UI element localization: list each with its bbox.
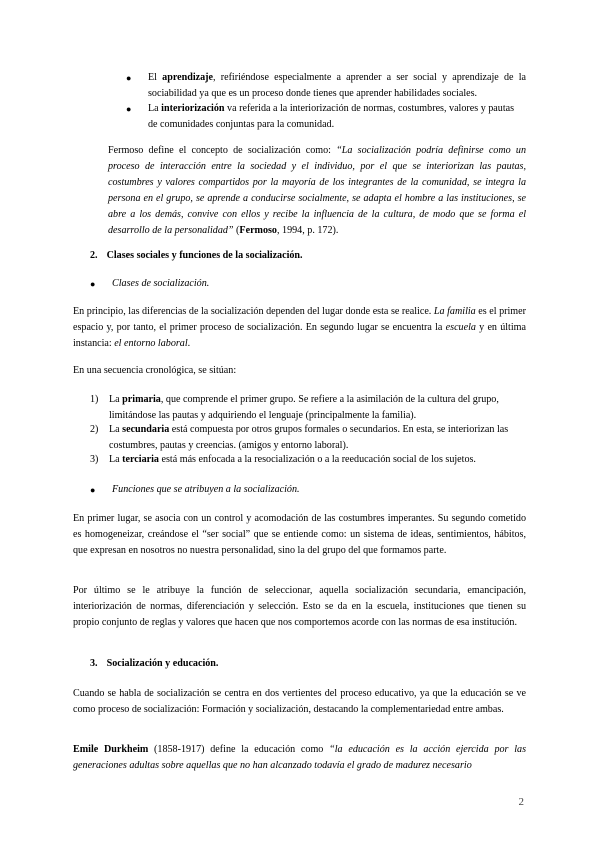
list-item-text: va referida a la interiorización de normas, costumbres, valores y pautas de comunidades conjuntas para la comunidad.	[148, 103, 515, 130]
durkheim-paragraph: Emile Durkheim (1858-1917) define la educación como “la educación es la acción ejercida por las generaciones adultas sobre aquellas que no han alcanzado todavía el grado de madurez necesario	[73, 744, 526, 771]
list-item-prefix: El	[148, 72, 163, 83]
cite-author: Fermoso	[239, 225, 277, 236]
bullet-icon: ●	[126, 104, 132, 114]
section-3-heading: 3. Socialización y educación.	[90, 658, 219, 669]
section-2-heading: 2. Clases sociales y funciones de la socialización.	[90, 250, 303, 261]
fermoso-quote: “La socialización podría definirse como un proceso de interacción entre la sociedad y el individuo, por el que se interiorizan las pautas, costumbres y valores compartidos por la mayoría de los integrantes de la comunidad, se integra la persona en el grupo, se aprende a conducirse socialmente, se adapta el hombre a las instituciones, se abre a los demás, convive con ellos y recibe la influencia de la cultura, de modo que se forma el desarrollo de la personalidad”	[108, 145, 526, 236]
fermoso-paragraph: Fermoso define el concepto de socialización como: “La socialización podría definirse como un proceso de interacción entre la sociedad y el individuo, por el que se interiorizan las pautas, costumbres y valores compartidos por la mayoría de los integrantes de la comunidad, se integra la persona en el grupo, se aprende a conducirse socialmente, se adapta el hombre a las instituciones, se abre a los demás, convive con ellos y recibe la influencia de la cultura, de modo que se forma el desarrollo de la personalidad” (Fermoso, 1994, p. 172).	[108, 145, 526, 236]
bullet-icon: ●	[126, 73, 132, 83]
bullet-icon: ●	[90, 279, 96, 289]
principio-paragraph: En principio, las diferencias de la socialización dependen del lugar donde esta se realice. La familia es el primer espacio y, por tanto, el primer proceso de socialización. En segundo lugar se encuentra la escuela y en última instancia: el entorno laboral.	[73, 306, 527, 349]
list-item-prefix: La	[148, 103, 162, 114]
list-item-keyword: aprendizaje	[162, 72, 214, 83]
durkheim-quote: “la educación es la acción ejercida por las generaciones adultas sobre aquellas que no han alcanzado todavía el grado de madurez necesario	[73, 744, 526, 771]
secuencia-paragraph: En una secuencia cronológica, se sitúan:	[73, 365, 237, 376]
cuando-paragraph: Cuando se habla de socialización se centra en dos vertientes del proceso educativo, ya que la educación se ve como proceso de socialización: Formación y socialización, destacando la complementariedad entre ambas.	[73, 688, 526, 715]
list-item-text: , refiriéndose especialmente a aprender a ser social y aprendizaje de la sociabilidad ya que es un proceso donde tienes que aprender habilidades sociales.	[148, 72, 526, 99]
list-item-keyword: interiorización	[161, 103, 225, 114]
bullet-icon: ●	[90, 485, 96, 495]
page-number: 2	[518, 796, 524, 808]
author-name: Emile Durkheim	[73, 744, 149, 755]
por-ultimo-paragraph: Por último se le atribuye la función de seleccionar, aquella socialización secundaria, emancipación, interiorización de normas, diferenciación y selección. Esto se da en la escuela, instituciones que tienen su propio conjunto de reglas y valores que hacen que nos comportemos acorde con las normas de esa institución.	[73, 585, 526, 628]
document-page: ● El aprendizaje, refiriéndose especialmente a aprender a ser social y aprendizaje de la sociabilidad ya que es un proceso donde tienes que aprender habilidades sociales. ● La interiorización va referida a la interiorización de normas, costumbres, valores y pautas de comunidades conjuntas para la comunidad. Fermoso define el concepto de socialización como: “La socialización podría definirse como un proceso de interacción entre la sociedad y el individuo, por el que se interiorizan las pautas, costumbres y valores compartidos por la mayoría de los integrantes de la comunidad, se integra la persona en el grupo, se aprende a conducirse socialmente, se adapta el hombre a las instituciones, se abre a los demás, convive con ellos y recibe la influencia de la cultura, de modo que se forma el desarrollo de la personalidad” (Fermoso, 1994, p. 172). 2. Clases sociales y funciones de la socialización. ● Clases de socialización. En principio, las diferencias de la socialización dependen del lugar donde esta se realice. La familia es el primer espacio y, por tanto, el primer proceso de socialización. En segundo lugar se encuentra la escuela y en última instancia: el entorno laboral. En una secuencia cronológica, se sitúan: 1) La primaria, que comprende el primer grupo. Se refiere a la asimilación de la cultura del grupo, limitándose las pautas y adquiriendo el lenguaje (principalmente la familia). 2) La secundaria está compuesta por otros grupos formales o secundarios. En esta, se interiorizan las costumbres, pautas y creencias. (amigos y entorno laboral). 3) La terciaria está más enfocada a la resocialización o a la reeducación social de los sujetos. ● Funciones que se atribuyen a la socialización. En primer lugar, se asocia con un control y acomodación de las costumbres imperantes. Su segundo cometido es homogeneizar, creándose el “ser social” que se entiende como: un sistema de ideas, sentimientos, hábitos, que expresan en nosotros no nuestra personalidad, sino la del grupo del que formamos parte. Por último se le atribuye la función de seleccionar, aquella socialización secundaria, emancipación, interiorización de normas, diferenciación y selección. Esto se da en la escuela, instituciones que tienen su propio conjunto de reglas y valores que hacen que nos comportemos acorde con las normas de esa institución. 3. Socialización y educación. Cuando se habla de socialización se centra en dos vertientes del proceso educativo, ya que la educación se ve como proceso de socialización: Formación y socialización, destacando la complementariedad entre ambas. Emile Durkheim (1858-1917) define la educación como “la educación es la acción ejercida por las generaciones adultas sobre aquellas que no han alcanzado todavía el grado de madurez necesario 2	[73, 72, 527, 808]
primer-lugar-paragraph: En primer lugar, se asocia con un control y acomodación de las costumbres imperantes. Su segundo cometido es homogeneizar, creándose el “ser social” que se entiende como: un sistema de ideas, sentimientos, hábitos, que expresan en nosotros no nuestra personalidad, sino la del grupo del que formamos parte.	[73, 513, 526, 556]
